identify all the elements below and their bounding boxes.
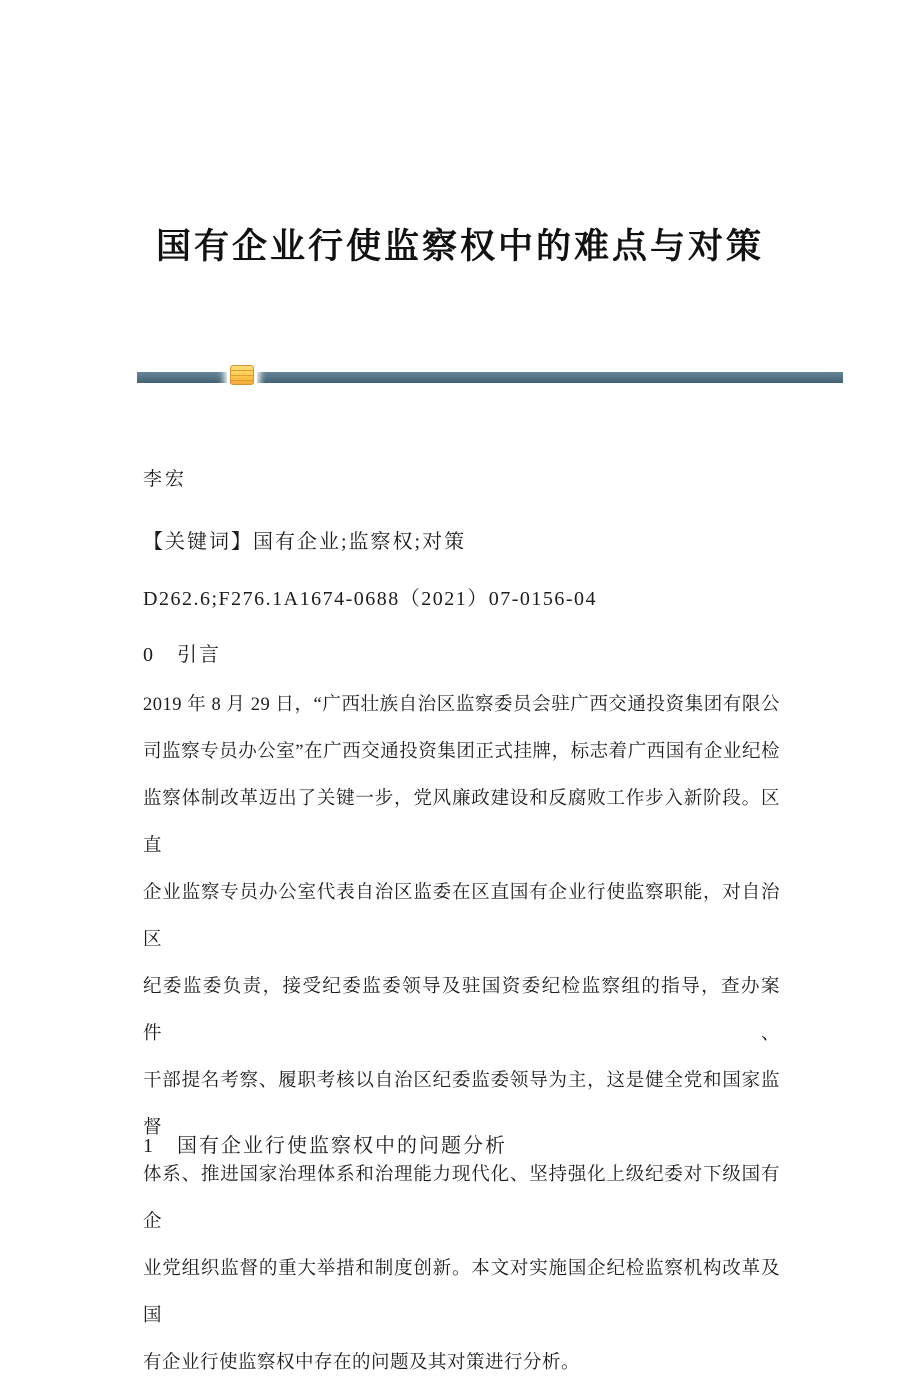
paragraph-line: 纪委监委负责，接受纪委监委领导及驻国资委纪检监察组的指导，查办案件、	[143, 977, 780, 1044]
keywords-line: 【关键词】国有企业;监察权;对策	[143, 531, 467, 553]
paragraph-line: 体系、推进国家治理体系和治理能力现代化、坚持强化上级纪委对下级国有企	[143, 1165, 780, 1232]
author-name: 李宏	[143, 469, 188, 490]
paragraph-line: 监察体制改革迈出了关键一步，党风廉政建设和反腐败工作步入新阶段。区直	[143, 789, 780, 856]
paragraph-line: 企业监察专员办公室代表自治区监委在区直国有企业行使监察职能，对自治区	[143, 883, 780, 950]
paragraph-line: 司监察专员办公室”在广西交通投资集团正式挂牌，标志着广西国有企业纪检	[143, 742, 780, 762]
document-title: 国有企业行使监察权中的难点与对策	[155, 227, 764, 266]
paragraph-line: 业党组织监督的重大举措和制度创新。本文对实施国企纪检监察机构改革及国	[143, 1259, 780, 1326]
section-heading-intro: 0 引言	[143, 644, 221, 666]
section-heading-1: 1 国有企业行使监察权中的问题分析	[143, 1135, 507, 1157]
classification-line: D262.6;F276.1A1674-0688（2021）07-0156-04	[143, 588, 598, 610]
paragraph-line: 2019 年 8 月 29 日，“广西壮族自治区监察委员会驻广西交通投资集团有限公	[143, 695, 780, 715]
divider-bar	[137, 372, 843, 383]
envelope-icon	[230, 365, 254, 385]
intro-paragraph	[143, 682, 780, 1387]
paragraph-line: 有企业行使监察权中存在的问题及其对策进行分析。	[143, 1353, 581, 1373]
paragraph-line: 干部提名考察、履职考核以自治区纪委监委领导为主，这是健全党和国家监督	[143, 1071, 780, 1138]
